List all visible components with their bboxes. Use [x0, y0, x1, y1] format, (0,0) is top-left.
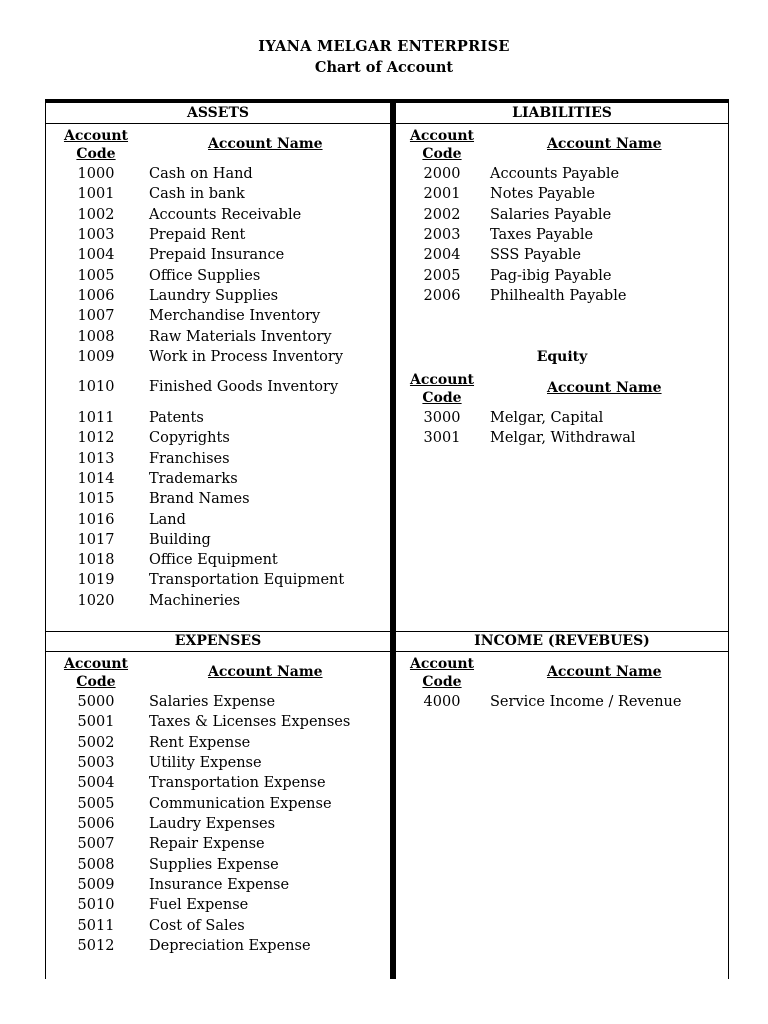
account-code: 1020	[77, 593, 115, 609]
account-name: Prepaid Insurance	[149, 247, 285, 263]
company-title: IYANA MELGAR ENTERPRISE	[258, 38, 510, 55]
code-header-line2: Code	[422, 146, 462, 162]
account-code: 5004	[77, 775, 115, 791]
account-code: 5009	[77, 877, 115, 893]
account-name: Service Income / Revenue	[490, 694, 682, 710]
account-name: Melgar, Capital	[490, 410, 604, 426]
account-code: 1018	[77, 552, 115, 568]
account-code: 5011	[77, 918, 115, 934]
account-name: Cash on Hand	[149, 166, 253, 182]
account-code: 5005	[77, 796, 115, 812]
income-name-header: Account Name	[547, 664, 662, 680]
code-header-line1: Account	[63, 128, 129, 144]
account-name: Brand Names	[149, 491, 250, 507]
account-name: Prepaid Rent	[149, 227, 246, 243]
liabilities-heading: LIABILITIES	[512, 105, 612, 121]
account-name: Raw Materials Inventory	[149, 329, 332, 345]
code-header-line2: Code	[76, 674, 116, 690]
account-code: 1000	[77, 166, 115, 182]
account-name: SSS Payable	[490, 247, 581, 263]
account-code: 1004	[77, 247, 115, 263]
account-name: Utility Expense	[149, 755, 262, 771]
account-name: Work in Process Inventory	[149, 349, 344, 365]
account-name: Office Supplies	[149, 268, 261, 284]
code-header-line1: Account	[409, 656, 475, 672]
equity-heading: Equity	[536, 349, 588, 365]
equity-name-header: Account Name	[547, 380, 662, 396]
account-code: 1006	[77, 288, 115, 304]
account-name: Philhealth Payable	[490, 288, 627, 304]
account-code: 5010	[77, 897, 115, 913]
account-code: 2001	[423, 186, 461, 202]
liabilities-code-header	[405, 127, 479, 163]
code-header-line1: Account	[63, 656, 129, 672]
account-name: Transportation Expense	[149, 775, 326, 791]
account-code: 2000	[423, 166, 461, 182]
account-code: 2005	[423, 268, 461, 284]
account-name: Finished Goods Inventory	[149, 379, 339, 395]
section-header-divider	[45, 123, 729, 124]
account-code: 1012	[77, 430, 115, 446]
code-header-line2: Code	[422, 674, 462, 690]
account-name: Notes Payable	[490, 186, 595, 202]
account-code: 1019	[77, 572, 115, 588]
expenses-name-header: Account Name	[208, 664, 323, 680]
account-code: 1007	[77, 308, 115, 324]
account-code: 1005	[77, 268, 115, 284]
assets-name-header: Account Name	[208, 136, 323, 152]
account-name: Laudry Expenses	[149, 816, 276, 832]
account-code: 3001	[423, 430, 461, 446]
table-left-border	[45, 99, 46, 979]
liabilities-name-header: Account Name	[547, 136, 662, 152]
account-name: Copyrights	[149, 430, 230, 446]
account-code: 1014	[77, 471, 115, 487]
code-header-line2: Code	[422, 390, 462, 406]
account-code: 5008	[77, 857, 115, 873]
account-name: Taxes Payable	[490, 227, 594, 243]
account-name: Cash in bank	[149, 186, 245, 202]
account-name: Office Equipment	[149, 552, 278, 568]
account-name: Salaries Payable	[490, 207, 612, 223]
account-name: Machineries	[149, 593, 241, 609]
account-code: 1002	[77, 207, 115, 223]
expenses-code-header	[59, 655, 133, 691]
code-header-line1: Account	[409, 372, 475, 388]
account-code: 1013	[77, 451, 115, 467]
account-name: Accounts Payable	[490, 166, 620, 182]
account-code: 5001	[77, 714, 115, 730]
account-code: 2003	[423, 227, 461, 243]
table-center-divider	[390, 99, 396, 979]
table-top-border	[45, 99, 729, 103]
account-code: 1016	[77, 512, 115, 528]
account-name: Communication Expense	[149, 796, 332, 812]
account-name: Supplies Expense	[149, 857, 279, 873]
account-code: 1008	[77, 329, 115, 345]
code-header-line1: Account	[409, 128, 475, 144]
account-name: Rent Expense	[149, 735, 251, 751]
account-name: Taxes & Licenses Expenses	[149, 714, 351, 730]
account-name: Fuel Expense	[149, 897, 249, 913]
account-name: Transportation Equipment	[149, 572, 345, 588]
account-code: 5002	[77, 735, 115, 751]
document-subtitle: Chart of Account	[314, 59, 454, 76]
account-code: 1017	[77, 532, 115, 548]
account-code: 5006	[77, 816, 115, 832]
account-code: 5003	[77, 755, 115, 771]
account-code: 5012	[77, 938, 115, 954]
account-code: 2006	[423, 288, 461, 304]
account-name: Building	[149, 532, 211, 548]
account-name: Laundry Supplies	[149, 288, 279, 304]
account-name: Salaries Expense	[149, 694, 276, 710]
income-heading: INCOME (REVEBUES)	[474, 633, 650, 649]
account-name: Accounts Receivable	[149, 207, 302, 223]
table-right-border	[728, 99, 729, 979]
account-name: Trademarks	[149, 471, 238, 487]
account-name: Melgar, Withdrawal	[490, 430, 636, 446]
account-code: 2002	[423, 207, 461, 223]
assets-heading: ASSETS	[187, 105, 249, 121]
account-name: Patents	[149, 410, 204, 426]
account-name: Depreciation Expense	[149, 938, 311, 954]
code-header-line2: Code	[76, 146, 116, 162]
account-code: 1001	[77, 186, 115, 202]
bottom-section-header-divider	[45, 651, 729, 652]
account-code: 1010	[77, 379, 115, 395]
account-code: 5007	[77, 836, 115, 852]
account-name: Insurance Expense	[149, 877, 290, 893]
equity-code-header	[405, 371, 479, 407]
account-code: 2004	[423, 247, 461, 263]
expenses-heading: EXPENSES	[174, 633, 262, 649]
account-name: Franchises	[149, 451, 230, 467]
account-name: Pag-ibig Payable	[490, 268, 612, 284]
account-name: Merchandise Inventory	[149, 308, 321, 324]
account-code: 1009	[77, 349, 115, 365]
account-name: Cost of Sales	[149, 918, 245, 934]
income-code-header	[405, 655, 479, 691]
account-code: 1003	[77, 227, 115, 243]
account-code: 1015	[77, 491, 115, 507]
assets-code-header	[59, 127, 133, 163]
account-name: Land	[149, 512, 186, 528]
account-code: 1011	[77, 410, 115, 426]
bottom-section-top-border	[45, 631, 729, 632]
account-code: 3000	[423, 410, 461, 426]
account-code: 4000	[423, 694, 461, 710]
account-name: Repair Expense	[149, 836, 265, 852]
account-code: 5000	[77, 694, 115, 710]
